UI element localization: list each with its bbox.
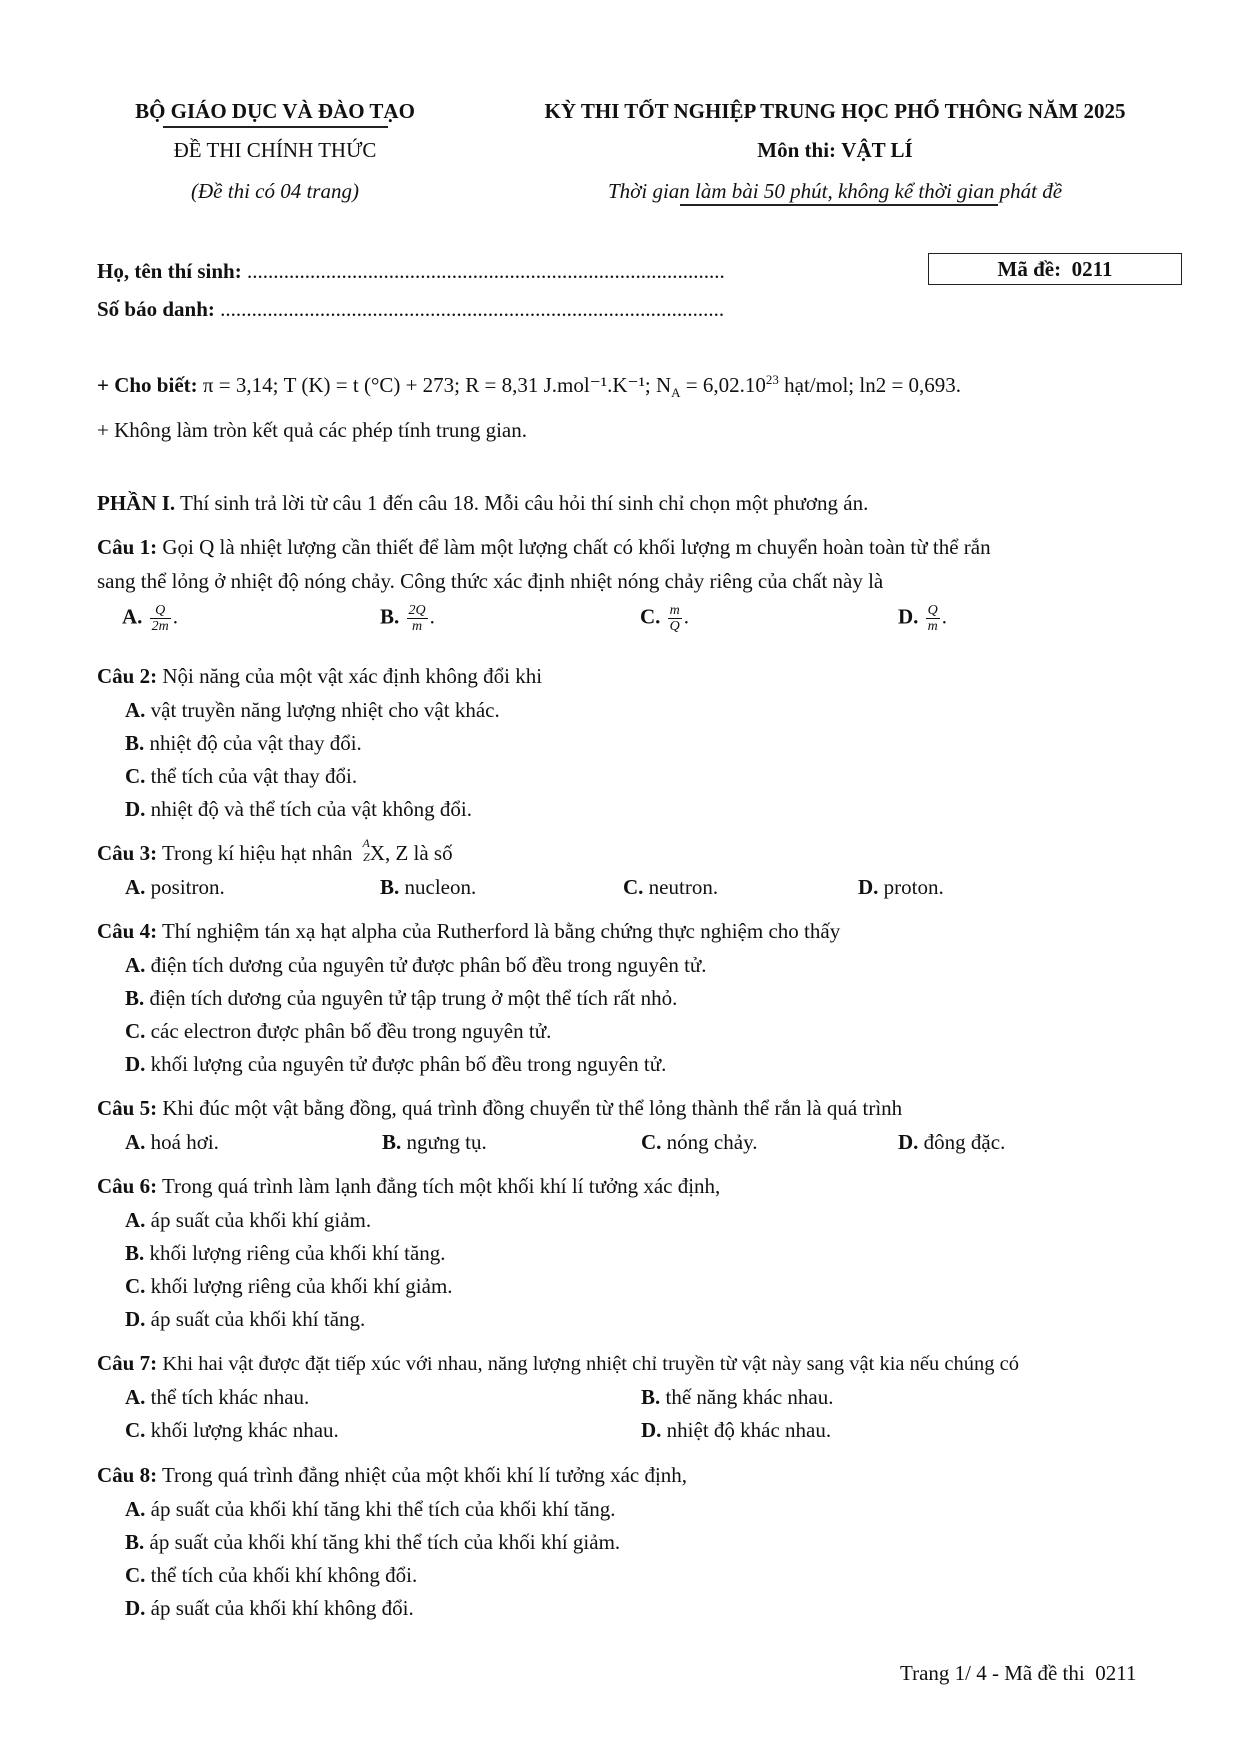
page-footer [900, 1660, 1136, 1686]
q7-option-d-text: nhiệt độ khác nhau. [666, 1418, 832, 1442]
q4-option-d[interactable] [125, 1051, 666, 1077]
q4-option-a-text: điện tích dương của nguyên tử được phân bố đều trong nguyên tử. [150, 953, 707, 977]
q4-option-c-label: C. [125, 1019, 146, 1043]
mass-number: A [362, 836, 370, 850]
q1-c-den: Q [669, 619, 680, 635]
q1-b-den: m [412, 619, 423, 635]
q7-option-c-label: C. [125, 1418, 146, 1442]
q6-option-b-label: B. [125, 1241, 145, 1265]
question-7-text: Khi hai vật được đặt tiếp xúc với nhau, năng lượng nhiệt chỉ truyền từ vật này sang vật kia nếu chúng có [162, 1353, 1019, 1375]
q6-option-d-text: áp suất của khối khí tăng. [150, 1307, 366, 1331]
q3-option-a-text: positron. [150, 875, 225, 899]
q8-option-a-label: A. [125, 1497, 146, 1521]
q6-option-d-label: D. [125, 1307, 146, 1331]
question-6-text: Trong quá trình làm lạnh đẳng tích một khối khí lí tưởng xác định, [161, 1174, 721, 1198]
q1-option-a-label: A. [122, 604, 143, 629]
q6-option-a-text: áp suất của khối khí giảm. [150, 1208, 372, 1232]
question-1-label: Câu 1: [97, 535, 158, 559]
ministry-name: BỘ GIÁO DỤC VÀ ĐÀO TẠO [135, 99, 415, 123]
q7-option-a[interactable] [125, 1384, 309, 1410]
q5-option-a[interactable] [125, 1129, 219, 1155]
q2-option-c-label: C. [125, 764, 146, 788]
q7-option-a-text: thể tích khác nhau. [150, 1385, 310, 1409]
question-1-options [0, 603, 1241, 647]
q1-option-c-fraction [668, 603, 682, 635]
question-3-options [0, 874, 1241, 904]
question-5-label: Câu 5: [97, 1096, 158, 1120]
q4-option-a[interactable] [125, 952, 707, 978]
question-5 [97, 1095, 1207, 1121]
q8-option-b-text: áp suất của khối khí tăng khi thể tích của khối khí giảm. [149, 1530, 621, 1554]
q4-option-d-text: khối lượng của nguyên tử được phân bố đều trong nguyên tử. [150, 1052, 667, 1076]
q8-option-d-label: D. [125, 1596, 146, 1620]
q1-d-num: Q [927, 603, 938, 618]
q8-option-c[interactable] [125, 1562, 417, 1588]
q8-option-c-label: C. [125, 1563, 146, 1587]
q2-option-b-text: nhiệt độ của vật thay đổi. [149, 731, 362, 755]
exam-code-box [928, 253, 1182, 285]
q7-option-b-text: thế năng khác nhau. [665, 1385, 834, 1409]
q4-option-c[interactable] [125, 1018, 551, 1044]
q5-option-c-label: C. [641, 1130, 662, 1154]
q1-option-b-fraction [407, 603, 428, 635]
exam-title: KỲ THI TỐT NGHIỆP TRUNG HỌC PHỔ THÔNG NĂM 2025 [544, 99, 1126, 123]
q6-option-a-label: A. [125, 1208, 146, 1232]
question-6 [97, 1173, 1207, 1199]
question-3-text-b: X, Z là số [369, 841, 453, 865]
question-5-options [0, 1129, 1241, 1159]
q2-option-c-text: thể tích của vật thay đổi. [150, 764, 358, 788]
q4-option-b[interactable] [125, 985, 677, 1011]
question-7-options [0, 1384, 1241, 1450]
constants-text-3: hạt/mol; ln2 = 0,693. [778, 373, 962, 397]
time-limit: Thời gian làm bài 50 phút, không kể thời gian phát đề [607, 179, 1063, 203]
q3-option-a-label: A. [125, 875, 146, 899]
subject: VẬT LÍ [841, 138, 913, 162]
q6-option-b-text: khối lượng riêng của khối khí tăng. [149, 1241, 446, 1265]
question-1 [97, 534, 1207, 560]
question-4-label: Câu 4: [97, 919, 158, 943]
q7-option-c-text: khối lượng khác nhau. [150, 1418, 339, 1442]
q4-option-b-text: điện tích dương của nguyên tử tập trung ở một thể tích rất nhỏ. [149, 986, 678, 1010]
question-1-text-b: sang thể lỏng ở nhiệt độ nóng chảy. Công thức xác định nhiệt nóng chảy riêng của chất này là [97, 569, 884, 593]
q3-option-d-text: proton. [883, 875, 944, 899]
footer-text: Trang 1/ 4 - Mã đề thi [900, 1661, 1085, 1685]
q2-option-a-label: A. [125, 698, 146, 722]
q7-option-c[interactable] [125, 1417, 339, 1443]
candidate-name-label: Họ, tên thí sinh: [97, 259, 242, 283]
q7-option-d[interactable] [641, 1417, 831, 1443]
constants-note [97, 372, 961, 401]
q6-option-b[interactable] [125, 1240, 446, 1266]
q1-option-d-fraction [926, 603, 940, 635]
q1-option-b-label: B. [380, 604, 400, 629]
q2-option-b[interactable] [125, 730, 362, 756]
constants-label: + Cho biết: [97, 373, 198, 397]
q4-option-c-text: các electron được phân bố đều trong nguyên tử. [150, 1019, 552, 1043]
q6-option-c[interactable] [125, 1273, 453, 1299]
avogadro-exponent: 23 [765, 372, 779, 387]
q2-option-d-label: D. [125, 797, 146, 821]
q1-option-a[interactable]: A. $\frac{Q}{2m}$ . [122, 603, 179, 635]
q1-option-c-label: C. [640, 604, 661, 629]
time-underline [680, 204, 998, 206]
q5-option-b-label: B. [382, 1130, 402, 1154]
q1-b-num: 2Q [408, 603, 426, 618]
question-8-label: Câu 8: [97, 1463, 158, 1487]
q2-option-c[interactable] [125, 763, 357, 789]
atomic-number: Z [363, 850, 370, 864]
q8-option-d[interactable] [125, 1595, 414, 1621]
no-rounding-note: + Không làm tròn kết quả các phép tính trung gian. [97, 418, 527, 442]
q3-option-c[interactable] [623, 874, 718, 900]
q3-option-b[interactable] [380, 874, 476, 900]
page-count: (Đề thi có 04 trang) [191, 179, 359, 203]
q2-option-d[interactable] [125, 796, 472, 822]
q3-option-d[interactable] [858, 874, 944, 900]
q3-option-b-label: B. [380, 875, 400, 899]
q2-option-b-label: B. [125, 731, 145, 755]
question-3-label: Câu 3: [97, 841, 158, 865]
q1-option-b[interactable]: B. $\frac{2Q}{m}$ . [380, 603, 435, 635]
official-exam-label: ĐỀ THI CHÍNH THỨC [173, 138, 377, 162]
nuclide-notation [358, 836, 370, 864]
constants-text-2: = 6,02.10 [680, 373, 766, 397]
q4-option-b-label: B. [125, 986, 145, 1010]
q3-option-c-label: C. [623, 875, 644, 899]
q3-option-b-text: nucleon. [404, 875, 477, 899]
q6-option-c-label: C. [125, 1274, 146, 1298]
q5-option-a-text: hoá hơi. [150, 1130, 219, 1154]
q3-option-c-text: neutron. [648, 875, 719, 899]
q7-option-d-label: D. [641, 1418, 662, 1442]
question-7-label: Câu 7: [97, 1351, 158, 1375]
exam-code-label: Mã đề: [997, 257, 1062, 281]
exam-code: 0211 [1071, 257, 1113, 281]
question-2-label: Câu 2: [97, 664, 158, 688]
question-6-label: Câu 6: [97, 1174, 158, 1198]
q5-option-c-text: nóng chảy. [666, 1130, 758, 1154]
constants-text: π = 3,14; T (K) = t (°C) + 273; R = 8,31 J.mol⁻¹.K⁻¹; N [202, 373, 672, 397]
q5-option-b-text: ngưng tụ. [406, 1130, 487, 1154]
question-3-text-a: Trong kí hiệu hạt nhân [161, 841, 353, 865]
question-2-text: Nội năng của một vật xác định không đổi khi [162, 664, 543, 688]
question-3 [97, 836, 1207, 866]
q8-option-a[interactable] [125, 1496, 615, 1522]
q3-option-a[interactable] [125, 874, 225, 900]
q4-option-a-label: A. [125, 953, 146, 977]
q5-option-d[interactable] [898, 1129, 1005, 1155]
q6-option-c-text: khối lượng riêng của khối khí giảm. [150, 1274, 453, 1298]
q3-option-d-label: D. [858, 875, 879, 899]
part1-instructions [97, 490, 1207, 516]
candidate-name-field: ........................................................................................... [246, 259, 725, 283]
q4-option-d-label: D. [125, 1052, 146, 1076]
q1-d-den: m [927, 619, 938, 635]
q8-option-b-label: B. [125, 1530, 145, 1554]
q5-option-d-text: đông đặc. [923, 1130, 1006, 1154]
q1-a-den: 2m [151, 619, 169, 635]
q2-option-a-text: vật truyền năng lượng nhiệt cho vật khác. [150, 698, 500, 722]
question-5-text: Khi đúc một vật bằng đồng, quá trình đồng chuyển từ thể lỏng thành thể rắn là quá trình [162, 1096, 903, 1120]
q1-a-num: Q [150, 603, 171, 619]
q6-option-a[interactable] [125, 1207, 371, 1233]
q5-option-b[interactable] [382, 1129, 487, 1155]
question-7 [97, 1350, 1227, 1378]
q8-option-b[interactable] [125, 1529, 620, 1555]
candidate-id-label: Số báo danh: [97, 297, 215, 321]
candidate-id-field: ................................................................................................ [220, 297, 725, 321]
candidate-id-row [97, 296, 724, 322]
part1-label: PHẦN I. [97, 491, 176, 515]
q5-option-c[interactable] [641, 1129, 757, 1155]
subject-line [470, 137, 1200, 163]
ministry-underline [163, 126, 388, 128]
part1-text: Thí sinh trả lời từ câu 1 đến câu 18. Mỗi câu hỏi thí sinh chỉ chọn một phương án. [180, 491, 869, 515]
question-4-text: Thí nghiệm tán xạ hạt alpha của Rutherford là bằng chứng thực nghiệm cho thấy [161, 919, 841, 943]
q1-option-d-label: D. [898, 604, 919, 629]
question-8 [97, 1462, 1207, 1488]
q8-option-a-text: áp suất của khối khí tăng khi thể tích của khối khí tăng. [150, 1497, 616, 1521]
q6-option-d[interactable] [125, 1306, 365, 1332]
q1-option-c[interactable]: C. $\frac{m}{Q}$ . [640, 603, 690, 635]
q5-option-a-label: A. [125, 1130, 146, 1154]
q2-option-a[interactable] [125, 697, 500, 723]
question-8-text: Trong quá trình đẳng nhiệt của một khối khí lí tưởng xác định, [161, 1463, 688, 1487]
q1-c-num: m [669, 603, 680, 618]
q8-option-d-text: áp suất của khối khí không đổi. [150, 1596, 414, 1620]
q7-option-a-label: A. [125, 1385, 146, 1409]
question-1-text-a: Gọi Q là nhiệt lượng cần thiết để làm một lượng chất có khối lượng m chuyển hoàn toàn từ thể rắn [162, 535, 991, 559]
subject-label: Môn thi: [757, 138, 837, 162]
footer-code: 0211 [1095, 1661, 1137, 1685]
q1-option-d[interactable]: D. $\frac{Q}{m}$ . [898, 603, 948, 635]
q7-option-b-label: B. [641, 1385, 661, 1409]
q5-option-d-label: D. [898, 1130, 919, 1154]
candidate-name-row [97, 258, 725, 284]
question-4 [97, 918, 1207, 944]
question-2 [97, 663, 1207, 689]
avogadro-subscript: A [671, 385, 681, 401]
q8-option-c-text: thể tích của khối khí không đổi. [150, 1563, 418, 1587]
q1-option-a-fraction [150, 603, 171, 635]
q2-option-d-text: nhiệt độ và thể tích của vật không đổi. [150, 797, 473, 821]
q7-option-b[interactable] [641, 1384, 833, 1410]
